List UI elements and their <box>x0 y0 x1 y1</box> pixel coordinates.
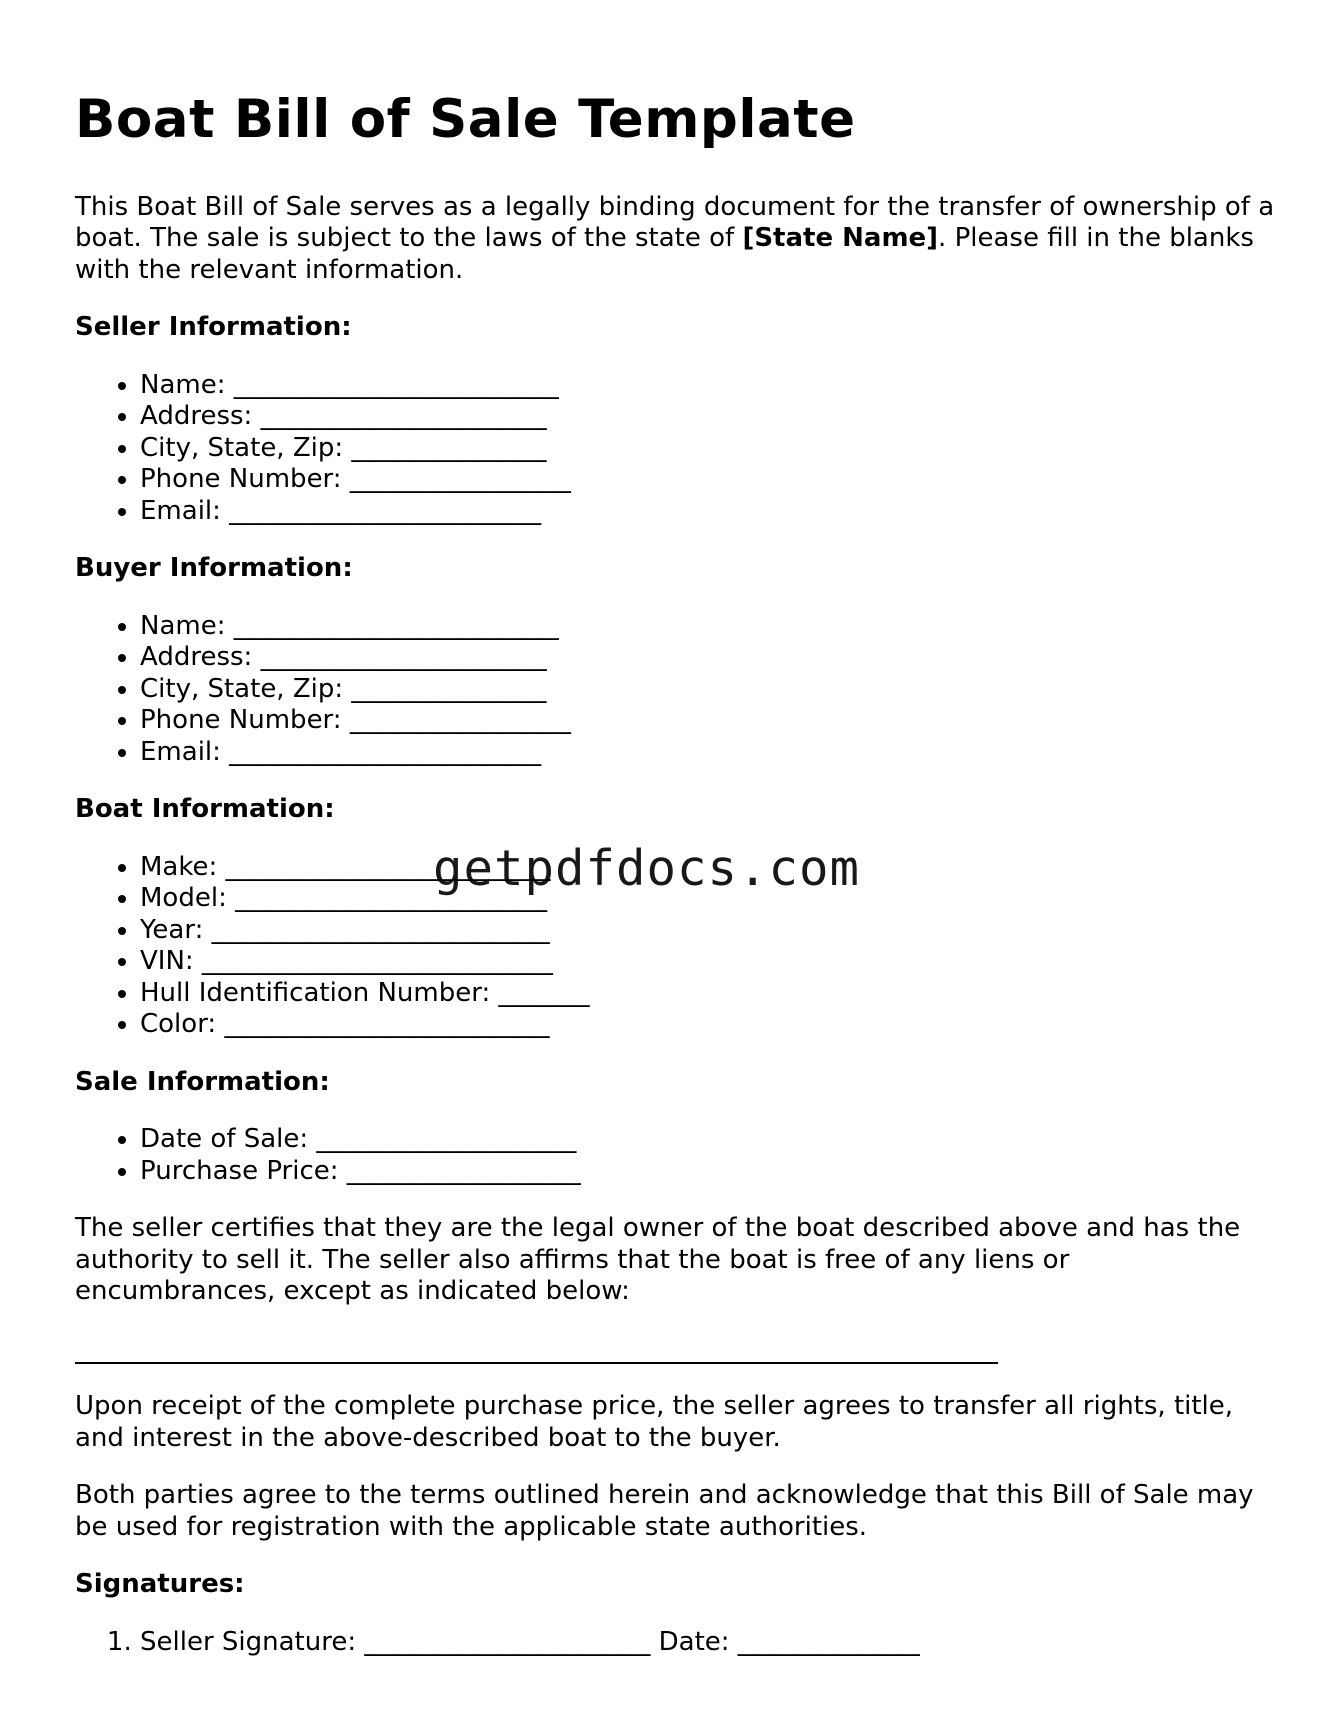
buyer-heading: Buyer Information: <box>75 553 353 584</box>
transfer-paragraph: Upon receipt of the complete purchase price, the seller agrees to transfer all rights, title, and interest in the above-described boat to the buyer. <box>75 1391 1234 1453</box>
sale-date-field: • Date of Sale: ____________________ <box>140 1124 1275 1156</box>
watermark-text: getpdfdocs.com <box>433 840 861 897</box>
buyer-name-field: • Name: _________________________ <box>140 611 1275 643</box>
boat-hin-field: • Hull Identification Number: _______ <box>140 978 1275 1010</box>
boat-year-field: • Year: __________________________ <box>140 915 1275 947</box>
boat-vin-field: • VIN: ___________________________ <box>140 946 1275 978</box>
seller-name-field: • Name: _________________________ <box>140 370 1275 402</box>
encumbrances-blank-line <box>75 1334 1275 1366</box>
certification-paragraph: The seller certifies that they are the legal owner of the boat described above and has the authority to sell it. The seller also affirms that the boat is free of any liens or encumbrances, except as indicated below: <box>75 1213 1241 1307</box>
seller-list <box>75 370 1275 528</box>
intro-text-after: . Please fill in the blanks with the relevant information. <box>75 223 1254 285</box>
signatures-heading: Signatures: <box>75 1569 245 1600</box>
buyer-list <box>75 611 1275 769</box>
boat-heading: Boat Information: <box>75 794 335 825</box>
boat-make-field: • Make: _________________________ <box>140 852 1275 884</box>
blank-rule <box>75 1362 998 1364</box>
buyer-address-field: • Address: ______________________ <box>140 642 1275 674</box>
buyer-email-field: • Email: ________________________ <box>140 737 1275 769</box>
agreement-paragraph: Both parties agree to the terms outlined herein and acknowledge that this Bill of Sale may be used for registration with the applicable state authorities. <box>75 1480 1254 1542</box>
buyer-city-field: • City, State, Zip: _______________ <box>140 674 1275 706</box>
document-page <box>75 88 1275 1684</box>
boat-list <box>75 852 1275 1041</box>
page-title: Boat Bill of Sale Template <box>75 89 856 150</box>
seller-signature-line: 1. Seller Signature: ______________________ Date: ______________ <box>140 1627 1275 1659</box>
intro-text-before: This Boat Bill of Sale serves as a legally binding document for the transfer of ownership of a boat. The sale is subject to the laws of the state of <box>75 191 1275 254</box>
sale-price-field: • Purchase Price: __________________ <box>140 1156 1275 1188</box>
seller-heading: Seller Information: <box>75 312 352 343</box>
sale-list <box>75 1124 1275 1187</box>
seller-email-field: • Email: ________________________ <box>140 496 1275 528</box>
seller-address-field: • Address: ______________________ <box>140 401 1275 433</box>
boat-color-field: • Color: _________________________ <box>140 1009 1275 1041</box>
seller-city-field: • City, State, Zip: _______________ <box>140 433 1275 465</box>
intro-paragraph <box>75 192 1275 287</box>
signatures-list <box>75 1627 1275 1659</box>
seller-phone-field: • Phone Number: _________________ <box>140 464 1275 496</box>
buyer-phone-field: • Phone Number: _________________ <box>140 705 1275 737</box>
state-name-placeholder: [State Name] <box>742 223 939 254</box>
boat-model-field: • Model: ________________________ <box>140 883 1275 915</box>
sale-heading: Sale Information: <box>75 1066 330 1097</box>
